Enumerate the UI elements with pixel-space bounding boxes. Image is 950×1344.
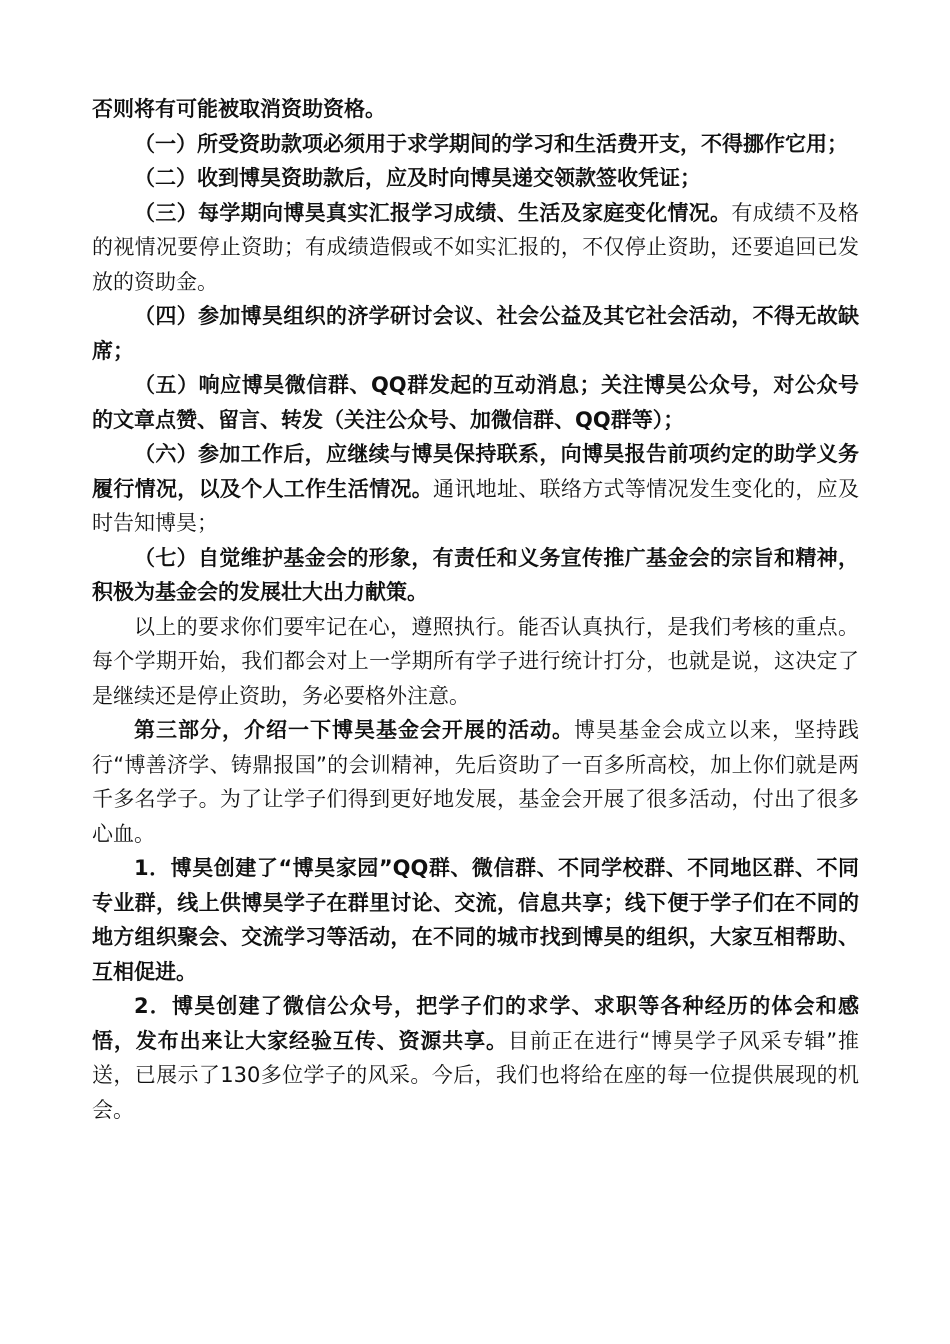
paragraph-9 [92, 713, 859, 851]
paragraph-bold-text: 1．博昊创建了“博昊家园”QQ群、微信群、不同学校群、不同地区群、不同专业群，线上供博昊学子在群里讨论、交流，信息共享；线下便于学子们在不同的地方组织聚会、交流学习等活动，在不同的城市找到博昊的组织，大家互相帮助、互相促进。 [92, 856, 859, 984]
paragraph-3 [92, 196, 859, 300]
paragraph-7 [92, 541, 859, 610]
paragraph-2 [92, 161, 859, 196]
paragraph-1 [92, 127, 859, 162]
paragraph-text: 以上的要求你们要牢记在心，遵照执行。能否认真执行，是我们考核的重点。每个学期开始，我们都会对上一学期所有学子进行统计打分，也就是说，这决定了是继续还是停止资助，务必要格外注意。 [92, 614, 859, 708]
paragraph-bold-text: 第三部分，介绍一下博昊基金会开展的活动。 [134, 718, 574, 742]
paragraph-0 [92, 92, 859, 127]
paragraph-bold-text: 否则将有可能被取消资助资格。 [92, 97, 386, 121]
paragraph-5 [92, 368, 859, 437]
paragraph-text: 目前正在进行“博昊学子风采专辑”推送，已展示了130多位学子的风采。今后，我们也将给在座的每一位提供展现的机会。 [92, 1028, 860, 1122]
paragraph-bold-text: （六）参加工作后，应继续与博昊保持联系，向博昊报告前项约定的助学义务履行情况，以及个人工作生活情况。 [92, 442, 859, 501]
paragraph-bold-text: （一）所受资助款项必须用于求学期间的学习和生活费开支，不得挪作它用； [134, 131, 848, 156]
paragraph-bold-text: 2．博昊创建了微信公众号，把学子们的求学、求职等各种经历的体会和感悟，发布出来让大家经验互传、资源共享。 [92, 994, 859, 1053]
document-page [92, 92, 859, 1127]
paragraph-bold-text: （三）每学期向博昊真实汇报学习成绩、生活及家庭变化情况。 [134, 200, 732, 225]
paragraph-bold-text: （七）自觉维护基金会的形象，有责任和义务宣传推广基金会的宗旨和精神，积极为基金会的发展壮大出力献策。 [92, 545, 859, 604]
paragraph-4 [92, 299, 859, 368]
paragraph-bold-text: （五）响应博昊微信群、QQ群发起的互动消息；关注博昊公众号，对公众号的文章点赞、留言、转发（关注公众号、加微信群、QQ群等）； [92, 373, 859, 432]
paragraph-text: 通讯地址、联络方式等情况发生变化的，应及时告知博昊； [92, 476, 860, 535]
paragraph-text: 博昊基金会成立以来，坚持践行“博善济学、铸鼎报国”的会训精神，先后资助了一百多所高校，加上你们就是两千多名学子。为了让学子们得到更好地发展，基金会开展了很多活动，付出了很多心血。 [92, 718, 859, 846]
paragraph-6 [92, 437, 859, 541]
paragraph-8 [92, 610, 859, 714]
paragraph-bold-text: （二）收到博昊资助款后，应及时向博昊递交领款签收凭证； [134, 166, 701, 190]
paragraph-bold-text: （四）参加博昊组织的济学研讨会议、社会公益及其它社会活动，不得无故缺席； [92, 304, 859, 363]
paragraph-text: 有成绩不及格的视情况要停止资助；有成绩造假或不如实汇报的，不仅停止资助，还要追回已发放的资助金。 [92, 200, 860, 294]
paragraph-10 [92, 851, 859, 989]
paragraph-11 [92, 989, 859, 1127]
